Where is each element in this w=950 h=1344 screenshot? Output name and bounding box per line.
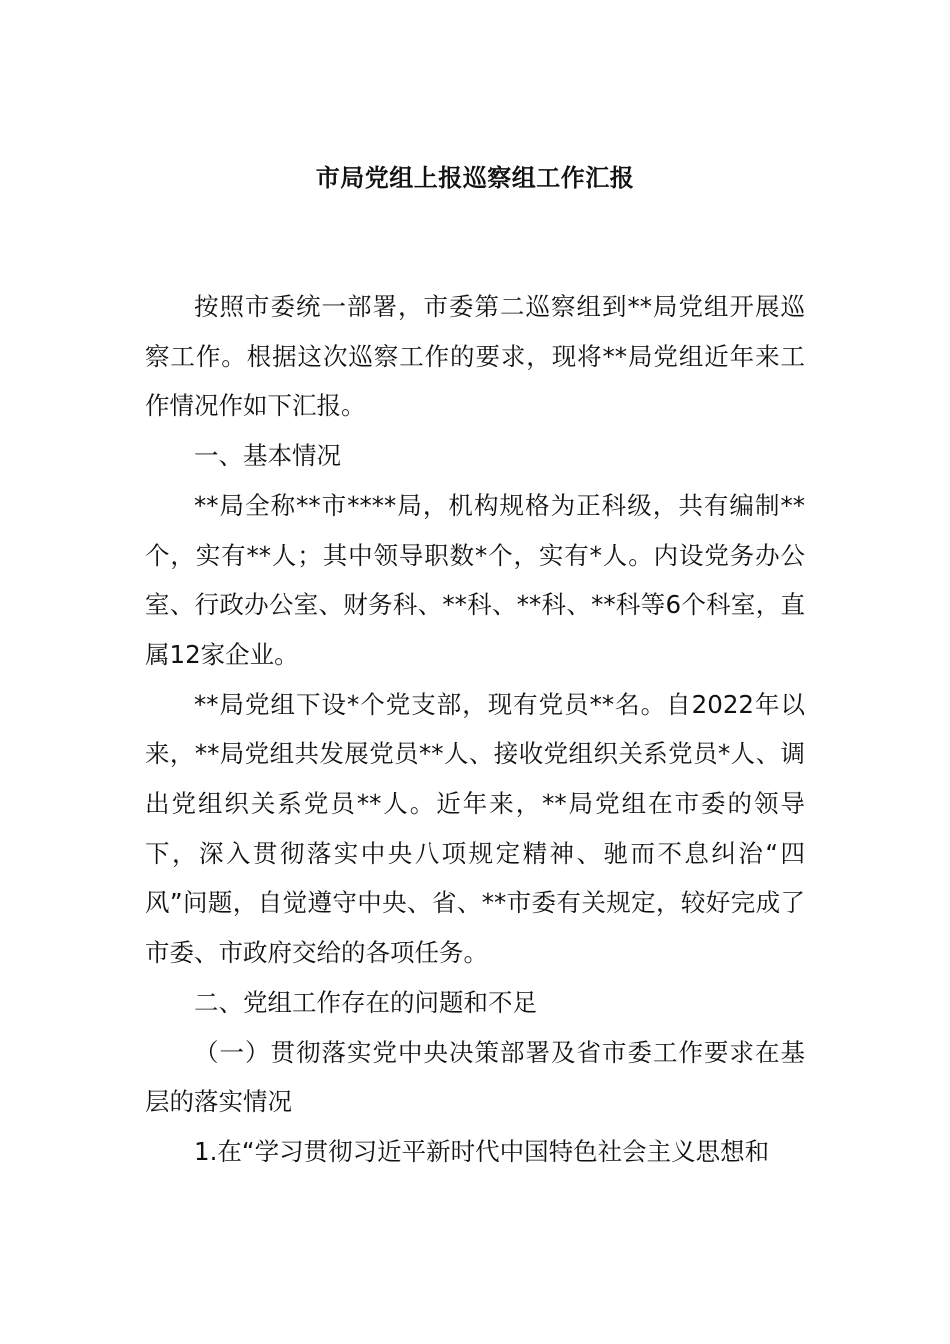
basic-info-paragraph: **局全称**市****局，机构规格为正科级，共有编制**个，实有**人；其中领导职数*个，实有*人。内设党务办公室、行政办公室、财务科、**科、**科、**科等6个科室，直属12家企业。 bbox=[145, 490, 805, 669]
document-title: 市局党组上报巡察组工作汇报 bbox=[315, 164, 635, 192]
document-body bbox=[145, 282, 805, 1177]
party-info-paragraph: **局党组下设*个党支部，现有党员**名。自2022年以来，**局党组共发展党员**人、接收党组织关系党员*人、调出党组织关系党员**人。近年来，**局党组在市委的领导下，深入贯彻落实中央八项规定精神、驰而不息纠治“四风”问题，自觉遵守中央、省、**市委有关规定，较好完成了市委、市政府交给的各项任务。 bbox=[145, 689, 805, 968]
subsection-heading-1: （一）贯彻落实党中央决策部署及省市委工作要求在基层的落实情况 bbox=[145, 1037, 805, 1117]
section-heading-basic: 一、基本情况 bbox=[194, 441, 341, 471]
intro-paragraph: 按照市委统一部署，市委第二巡察组到**局党组开展巡察工作。根据这次巡察工作的要求，现将**局党组近年来工作情况作如下汇报。 bbox=[145, 292, 805, 421]
item-paragraph-1: 1.在“学习贯彻习近平新时代中国特色社会主义思想和 bbox=[194, 1136, 770, 1166]
section-heading-problems: 二、党组工作存在的问题和不足 bbox=[194, 987, 537, 1017]
